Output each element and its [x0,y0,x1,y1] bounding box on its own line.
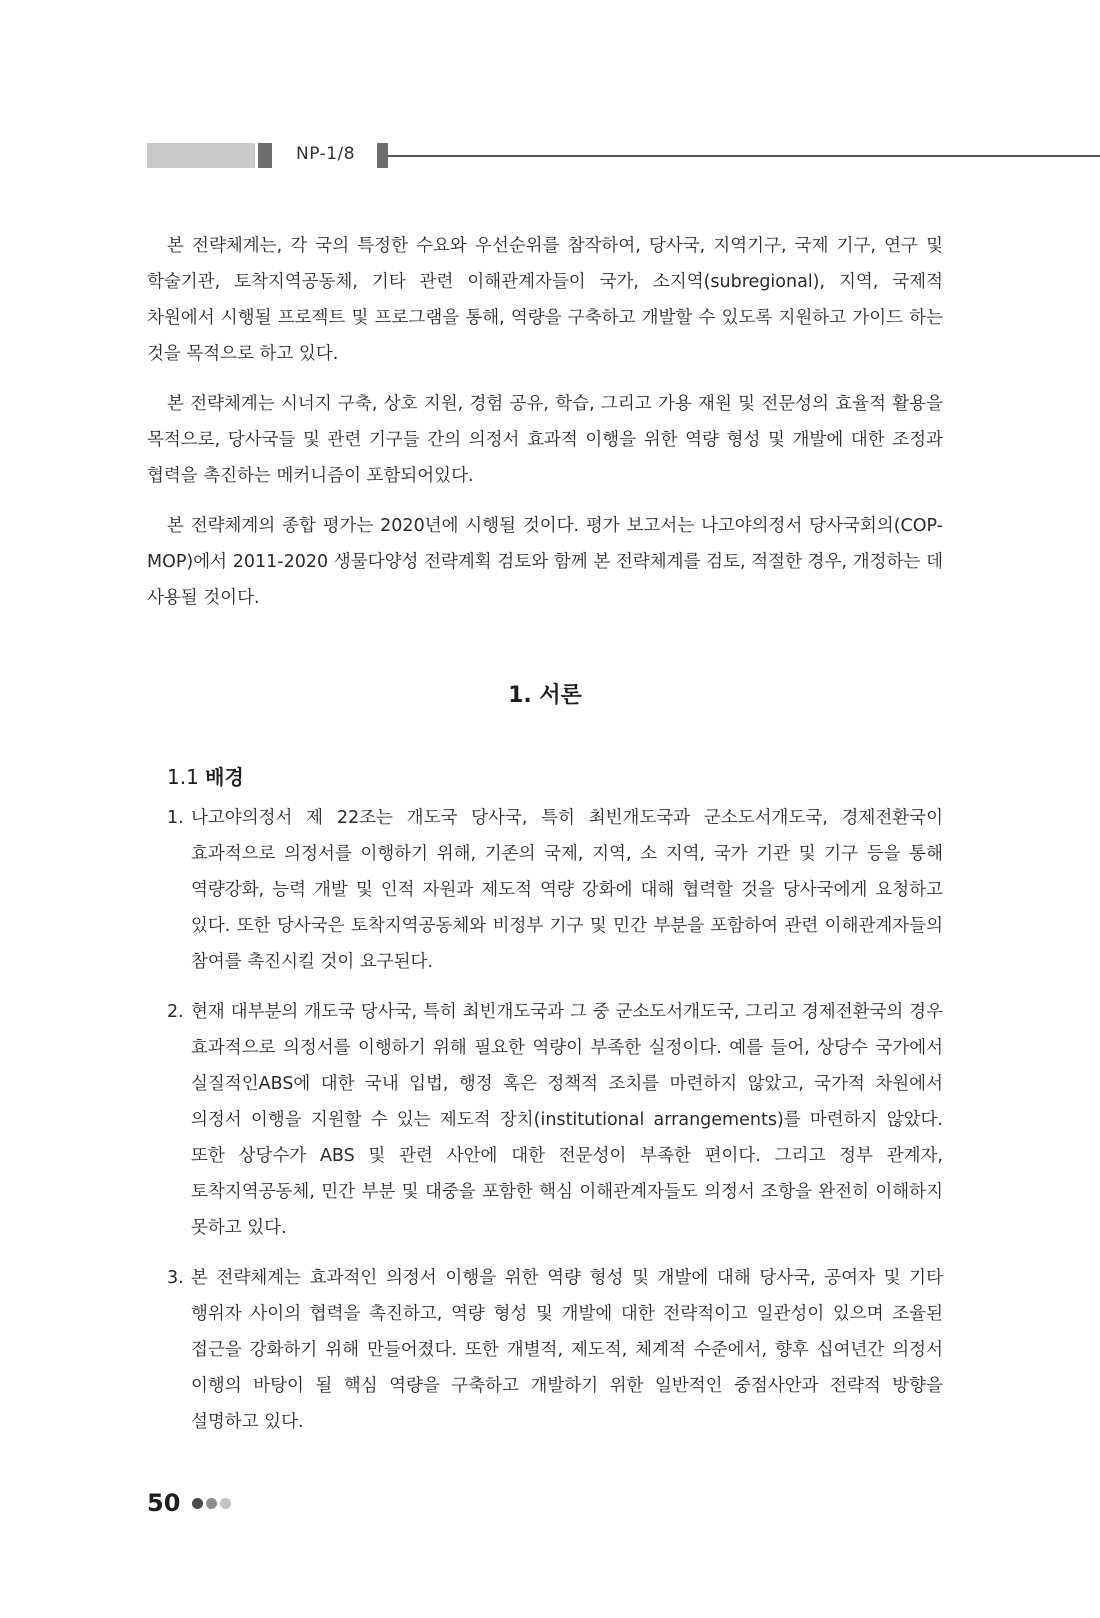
list-item-text: 현재 대부분의 개도국 당사국, 특히 최빈개도국과 그 중 군소도서개도국, 그리고 경제전환국의 경우 효과적으로 의정서를 이행하기 위해 필요한 역량이 부족한 실정이다. 예를 들어, 상당수 국가에서 실질적인ABS에 대한 국내 입법, 행정 혹은 정책적 조치를 마련하지 않았고, 국가적 차원에서 의정서 이행을 지원할 수 있는 제도적 장치(institutional arrangements)를 마련하지 않았다. 또한 상당수가 ABS 및 관련 사안에 대한 전문성이 부족한 편이다. 그리고 정부 관계자, 토착지역공동체, 민간 부분 및 대중을 포함한 핵심 이해관계자들도 의정서 조항을 완전히 이해하지 못하고 있다. [191,1002,943,1238]
page-header [0,0,1100,180]
subsection-title [167,761,943,790]
list-item-number: 1. [167,808,184,828]
list-item-number: 2. [167,1002,184,1022]
subsection-heading: 배경 [205,765,244,789]
list-item-text: 나고야의정서 제 22조는 개도국 당사국, 특히 최빈개도국과 군소도서개도국, 경제전환국이 효과적으로 의정서를 이행하기 위해, 기존의 국제, 지역, 소 지역, 국가 기관 및 기구 등을 통해 역량강화, 능력 개발 및 인적 자원과 제도적 역량 강화에 대해 협력할 것을 당사국에게 요청하고 있다. 또한 당사국은 토착지역공동체와 비정부 기구 및 민간 부분을 포함하여 관련 이해관계자들의 참여를 촉진시킬 것이 요구된다. [191,808,943,972]
list-item-text: 본 전략체계는 효과적인 의정서 이행을 위한 역량 형성 및 개발에 대해 당사국, 공여자 및 기타 행위자 사이의 협력을 촉진하고, 역량 형성 및 개발에 대한 전략적이고 일관성이 있으며 조율된 접근을 강화하기 위해 만들어졌다. 또한 개별적, 제도적, 체계적 수준에서, 향후 십여년간 의정서 이행의 바탕이 될 핵심 역량을 구축하고 개발하기 위한 일반적인 중점사안과 전략적 방향을 설명하고 있다. [191,1268,943,1432]
subsection-number: 1.1 [167,765,199,789]
page-footer [147,1489,231,1517]
intro-paragraph: 본 전략체계는 시너지 구축, 상호 지원, 경험 공유, 학습, 그리고 가용 재원 및 전문성의 효율적 활용을 목적으로, 당사국들 및 관련 기구들 간의 의정서 효과적 이행을 위한 역량 형성 및 개발에 대한 조정과 협력을 촉진하는 메커니즘이 포함되어있다. [147,394,943,486]
decorative-dots [192,1498,231,1509]
intro-paragraph: 본 전략체계는, 각 국의 특정한 수요와 우선순위를 참작하여, 당사국, 지역기구, 국제 기구, 연구 및 학술기관, 토착지역공동체, 기타 관련 이해관계자들이 국가, 소지역(subregional), 지역, 국제적 차원에서 시행될 프로젝트 및 프로그램을 통해, 역량을 구축하고 개발할 수 있도록 지원하고 가이드 하는 것을 목적으로 하고 있다. [147,236,943,364]
dot-icon [192,1498,203,1509]
dot-icon [220,1498,231,1509]
section-title: 1. 서론 [508,683,582,708]
dot-icon [206,1498,217,1509]
numbered-list [147,800,943,1440]
list-item-number: 3. [167,1268,184,1288]
intro-paragraph: 본 전략체계의 종합 평가는 2020년에 시행될 것이다. 평가 보고서는 나고야의정서 당사국회의(COP-MOP)에서 2011-2020 생물다양성 전략계획 검토와 함께 본 전략체계를 검토, 적절한 경우, 개정하는 데 사용될 것이다. [147,516,943,608]
header-dark-marker-right [377,143,388,168]
list-item [147,800,943,980]
header-dark-marker [258,143,272,168]
list-item [147,994,943,1246]
list-item [147,1260,943,1440]
document-code: NP-1/8 [296,144,356,164]
header-gray-bar [147,143,255,168]
header-rule-line [388,155,1100,157]
page-number: 50 [147,1489,181,1517]
page-body [147,228,943,1454]
